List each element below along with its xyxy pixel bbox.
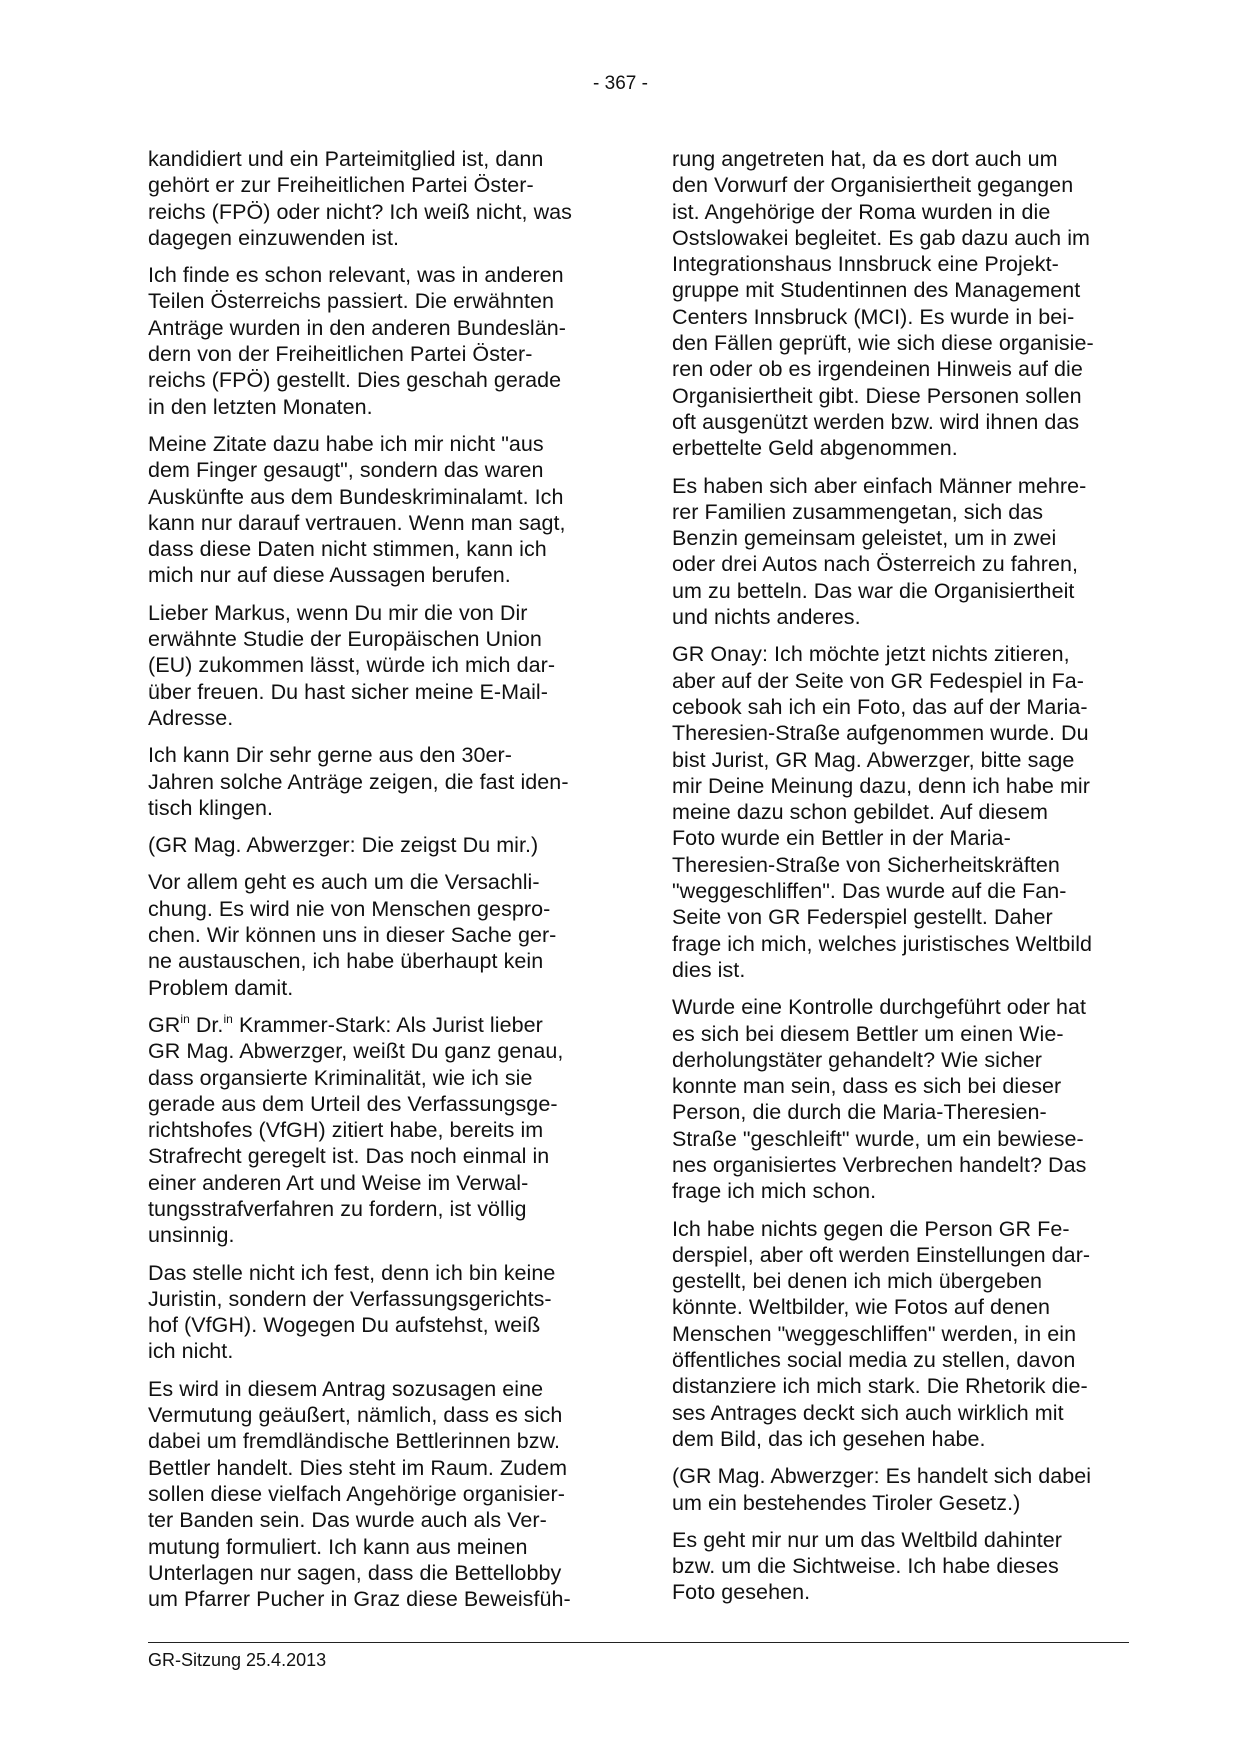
paragraph — [148, 262, 598, 420]
text-line: erbettelte Geld abgenommen. — [672, 436, 958, 461]
paragraph — [672, 641, 1122, 983]
text-line: ter Banden sein. Das wurde auch als Ver- — [148, 1508, 547, 1533]
text-line: um ein bestehendes Tiroler Gesetz.) — [672, 1490, 1021, 1515]
paragraph — [148, 1376, 598, 1613]
text-line: dem Finger gesaugt", sondern das waren — [148, 458, 544, 483]
text-line: derholungstäter gehandelt? Wie sicher — [672, 1047, 1042, 1072]
text-line: dern von der Freiheitlichen Partei Öster- — [148, 342, 533, 367]
text-line: frage ich mich schon. — [672, 1179, 877, 1204]
speaker-name: Krammer-Stark: — [232, 1012, 392, 1037]
paragraph — [672, 994, 1122, 1204]
text-line: gerade aus dem Urteil des Verfassungsge- — [148, 1091, 558, 1116]
left-column-paragraphs — [148, 146, 598, 1001]
text-line: Benzin gemeinsam geleistet, um in zwei — [672, 526, 1057, 551]
paragraph — [148, 600, 598, 731]
text-line: kandidiert und ein Parteimitglied ist, dann — [148, 147, 544, 171]
paragraph — [672, 1527, 1122, 1606]
text-line: meine dazu schon gebildet. Auf diesem — [672, 800, 1048, 825]
text-line: bzw. um die Sichtweise. Ich habe dieses — [672, 1554, 1059, 1579]
speaker-title-gr-suffix: in — [180, 1011, 190, 1026]
text-line: in den letzten Monaten. — [148, 394, 373, 419]
text-line: Vermutung geäußert, nämlich, dass es sich — [148, 1403, 563, 1428]
paragraph — [148, 146, 598, 251]
text-line: einer anderen Art und Weise im Verwal- — [148, 1170, 529, 1195]
text-line: GR Onay: Ich möchte jetzt nichts zitieren, — [672, 642, 1070, 667]
text-line: Adresse. — [148, 705, 234, 730]
text-line: mich nur auf diese Aussagen berufen. — [148, 563, 511, 588]
text-line: um zu betteln. Das war die Organisiertheit — [672, 578, 1075, 603]
text-line: bist Jurist, GR Mag. Abwerzger, bitte sage — [672, 747, 1075, 772]
text-line: tisch klingen. — [148, 795, 273, 820]
text-line: Ich habe nichts gegen die Person GR Fe- — [672, 1216, 1070, 1241]
text-line: ist. Angehörige der Roma wurden in die — [672, 199, 1051, 224]
speaker-title-dr-suffix: in — [223, 1011, 233, 1026]
text-line: Jahren solche Anträge zeigen, die fast iden- — [148, 769, 569, 794]
speaker-paragraph-lines — [148, 1038, 598, 1248]
text-line: GR Mag. Abwerzger, weißt Du ganz genau, — [148, 1039, 564, 1064]
text-line: mir Deine Meinung dazu, denn ich habe mir — [672, 773, 1090, 798]
text-line: (GR Mag. Abwerzger: Die zeigst Du mir.) — [148, 833, 539, 858]
text-line: Organisiertheit gibt. Diese Personen sollen — [672, 383, 1082, 408]
text-line: rung angetreten hat, da es dort auch um — [672, 147, 1058, 171]
text-line: Meine Zitate dazu habe ich mir nicht "aus — [148, 431, 544, 456]
text-line: Vor allem geht es auch um die Versachli- — [148, 870, 540, 895]
text-line: "weggeschliffen". Das wurde auf die Fan- — [672, 879, 1067, 904]
text-line: Ich kann Dir sehr gerne aus den 30er- — [148, 743, 512, 768]
text-line: gehört er zur Freiheitlichen Partei Öster- — [148, 173, 534, 198]
text-line: Es haben sich aber einfach Männer mehre- — [672, 473, 1087, 498]
text-line: Theresien-Straße aufgenommen wurde. Du — [672, 721, 1089, 746]
paragraph — [672, 1463, 1122, 1516]
text-line: Ostslowakei begleitet. Es gab dazu auch im — [672, 225, 1090, 250]
text-line: oder drei Autos nach Österreich zu fahren, — [672, 552, 1079, 577]
text-line: tungsstrafverfahren zu fordern, ist völlig — [148, 1196, 527, 1221]
text-line: rer Familien zusammengetan, sich das — [672, 499, 1044, 524]
text-line: distanziere ich mich stark. Die Rhetorik die- — [672, 1374, 1088, 1399]
text-line: konnte man sein, dass es sich bei dieser — [672, 1074, 1062, 1099]
right-column — [672, 146, 1122, 1617]
text-line: ses Antrages deckt sich auch wirklich mit — [672, 1400, 1064, 1425]
text-line: gruppe mit Studentinnen des Management — [672, 278, 1081, 303]
text-line: sollen diese vielfach Angehörige organisier- — [148, 1481, 565, 1506]
text-line: öffentliches social media zu stellen, davon — [672, 1348, 1076, 1373]
text-line: Juristin, sondern der Verfassungsgerichts- — [148, 1286, 552, 1311]
text-line: Integrationshaus Innsbruck eine Projekt- — [672, 252, 1059, 277]
text-line: chen. Wir können uns in dieser Sache ger- — [148, 923, 557, 948]
speaker-first-line — [148, 1012, 598, 1038]
text-line: erwähnte Studie der Europäischen Union — [148, 627, 542, 652]
text-line: reichs (FPÖ) oder nicht? Ich weiß nicht, was — [148, 199, 572, 224]
footer-divider — [148, 1642, 1129, 1643]
text-line: dabei um fremdländische Bettlerinnen bzw. — [148, 1429, 560, 1454]
text-line: Teilen Österreichs passiert. Die erwähnten — [148, 289, 555, 314]
text-line: gestellt, bei denen ich mich übergeben — [672, 1269, 1043, 1294]
text-line: Centers Innsbruck (MCI). Es wurde in bei- — [672, 304, 1075, 329]
paragraph — [672, 146, 1122, 462]
speaker-title-dr: Dr. — [189, 1012, 224, 1037]
text-line: Es wird in diesem Antrag sozusagen eine — [148, 1376, 544, 1401]
text-line: und nichts anderes. — [672, 605, 861, 630]
text-line: Es geht mir nur um das Weltbild dahinter — [672, 1527, 1062, 1552]
text-line: es sich bei diesem Bettler um einen Wie- — [672, 1021, 1064, 1046]
text-line: Ich finde es schon relevant, was in anderen — [148, 263, 564, 288]
paragraph — [672, 473, 1122, 631]
text-line: könnte. Weltbilder, wie Fotos auf denen — [672, 1295, 1051, 1320]
paragraph — [672, 1216, 1122, 1453]
text-line: derspiel, aber oft werden Einstellungen dar- — [672, 1242, 1091, 1267]
text-line: unsinnig. — [148, 1223, 235, 1248]
paragraph — [148, 832, 598, 858]
text-line: Seite von GR Federspiel gestellt. Daher — [672, 905, 1053, 930]
footer-session-date: GR-Sitzung 25.4.2013 — [148, 1650, 327, 1670]
paragraph — [148, 869, 598, 1000]
text-line: kann nur darauf vertrauen. Wenn man sagt, — [148, 510, 566, 535]
text-line: ren oder ob es irgendeinen Hinweis auf die — [672, 357, 1083, 382]
text-line: Foto wurde ein Bettler in der Maria- — [672, 826, 1011, 851]
text-line: dies ist. — [672, 957, 746, 982]
text-line: (EU) zukommen lässt, würde ich mich dar- — [148, 653, 556, 678]
text-line: ich nicht. — [148, 1339, 234, 1364]
text-line: Auskünfte aus dem Bundeskriminalamt. Ich — [148, 484, 564, 509]
text-line: Foto gesehen. — [672, 1580, 811, 1605]
text-line: Theresien-Straße von Sicherheitskräften — [672, 852, 1060, 877]
speaker-first-line-text: Als Jurist lieber — [391, 1012, 543, 1037]
text-line: chung. Es wird nie von Menschen gespro- — [148, 896, 551, 921]
text-line: um Pfarrer Pucher in Graz diese Beweisfüh- — [148, 1587, 571, 1612]
paragraph — [148, 1260, 598, 1365]
speaker-title-gr: GR — [148, 1012, 181, 1037]
text-line: Unterlagen nur sagen, dass die Bettellobby — [148, 1560, 562, 1585]
right-column-paragraphs — [672, 146, 1122, 1606]
text-line: Das stelle nicht ich fest, denn ich bin keine — [148, 1260, 556, 1285]
text-line: dagegen einzuwenden ist. — [148, 225, 400, 250]
text-line: dass diese Daten nicht stimmen, kann ich — [148, 537, 547, 562]
text-line: reichs (FPÖ) gestellt. Dies geschah gerade — [148, 368, 562, 393]
text-line: dem Bild, das ich gesehen habe. — [672, 1426, 986, 1451]
text-line: cebook sah ich ein Foto, das auf der Maria- — [672, 694, 1088, 719]
text-line: ne austauschen, ich habe überhaupt kein — [148, 949, 544, 974]
text-line: nes organisiertes Verbrechen handelt? Das — [672, 1152, 1087, 1177]
text-line: Lieber Markus, wenn Du mir die von Dir — [148, 600, 528, 625]
text-line: dass organsierte Kriminalität, wie ich sie — [148, 1065, 533, 1090]
text-line: den Fällen geprüft, wie sich diese organisie- — [672, 331, 1094, 356]
text-line: aber auf der Seite von GR Fedespiel in Fa- — [672, 668, 1085, 693]
paragraph — [148, 742, 598, 821]
text-line: den Vorwurf der Organisiertheit gegangen — [672, 173, 1074, 198]
text-line: Straße "geschleift" wurde, um ein bewiese- — [672, 1126, 1084, 1151]
left-column-paragraphs-after — [148, 1260, 598, 1613]
paragraph — [148, 431, 598, 589]
text-line: Problem damit. — [148, 975, 294, 1000]
text-line: mutung formuliert. Ich kann aus meinen — [148, 1534, 528, 1559]
text-line: richtshofes (VfGH) zitiert habe, bereits im — [148, 1118, 544, 1143]
text-line: (GR Mag. Abwerzger: Es handelt sich dabei — [672, 1464, 1092, 1489]
speaker-paragraph-krammer-stark — [148, 1012, 598, 1249]
text-line: Anträge wurden in den anderen Bundeslän- — [148, 315, 566, 340]
text-line: Person, die durch die Maria-Theresien- — [672, 1100, 1047, 1125]
text-line: Bettler handelt. Dies steht im Raum. Zudem — [148, 1455, 568, 1480]
left-column — [148, 146, 598, 1623]
text-line: hof (VfGH). Wogegen Du aufstehst, weiß — [148, 1313, 541, 1338]
text-line: Wurde eine Kontrolle durchgeführt oder hat — [672, 995, 1087, 1020]
text-line: oft ausgenützt werden bzw. wird ihnen das — [672, 409, 1080, 434]
text-line: über freuen. Du hast sicher meine E-Mail- — [148, 679, 548, 704]
text-line: Menschen "weggeschliffen" werden, in ein — [672, 1321, 1077, 1346]
page-number: - 367 - — [593, 73, 648, 94]
text-line: frage ich mich, welches juristisches Weltbild — [672, 931, 1093, 956]
text-line: Strafrecht geregelt ist. Das noch einmal in — [148, 1144, 550, 1169]
